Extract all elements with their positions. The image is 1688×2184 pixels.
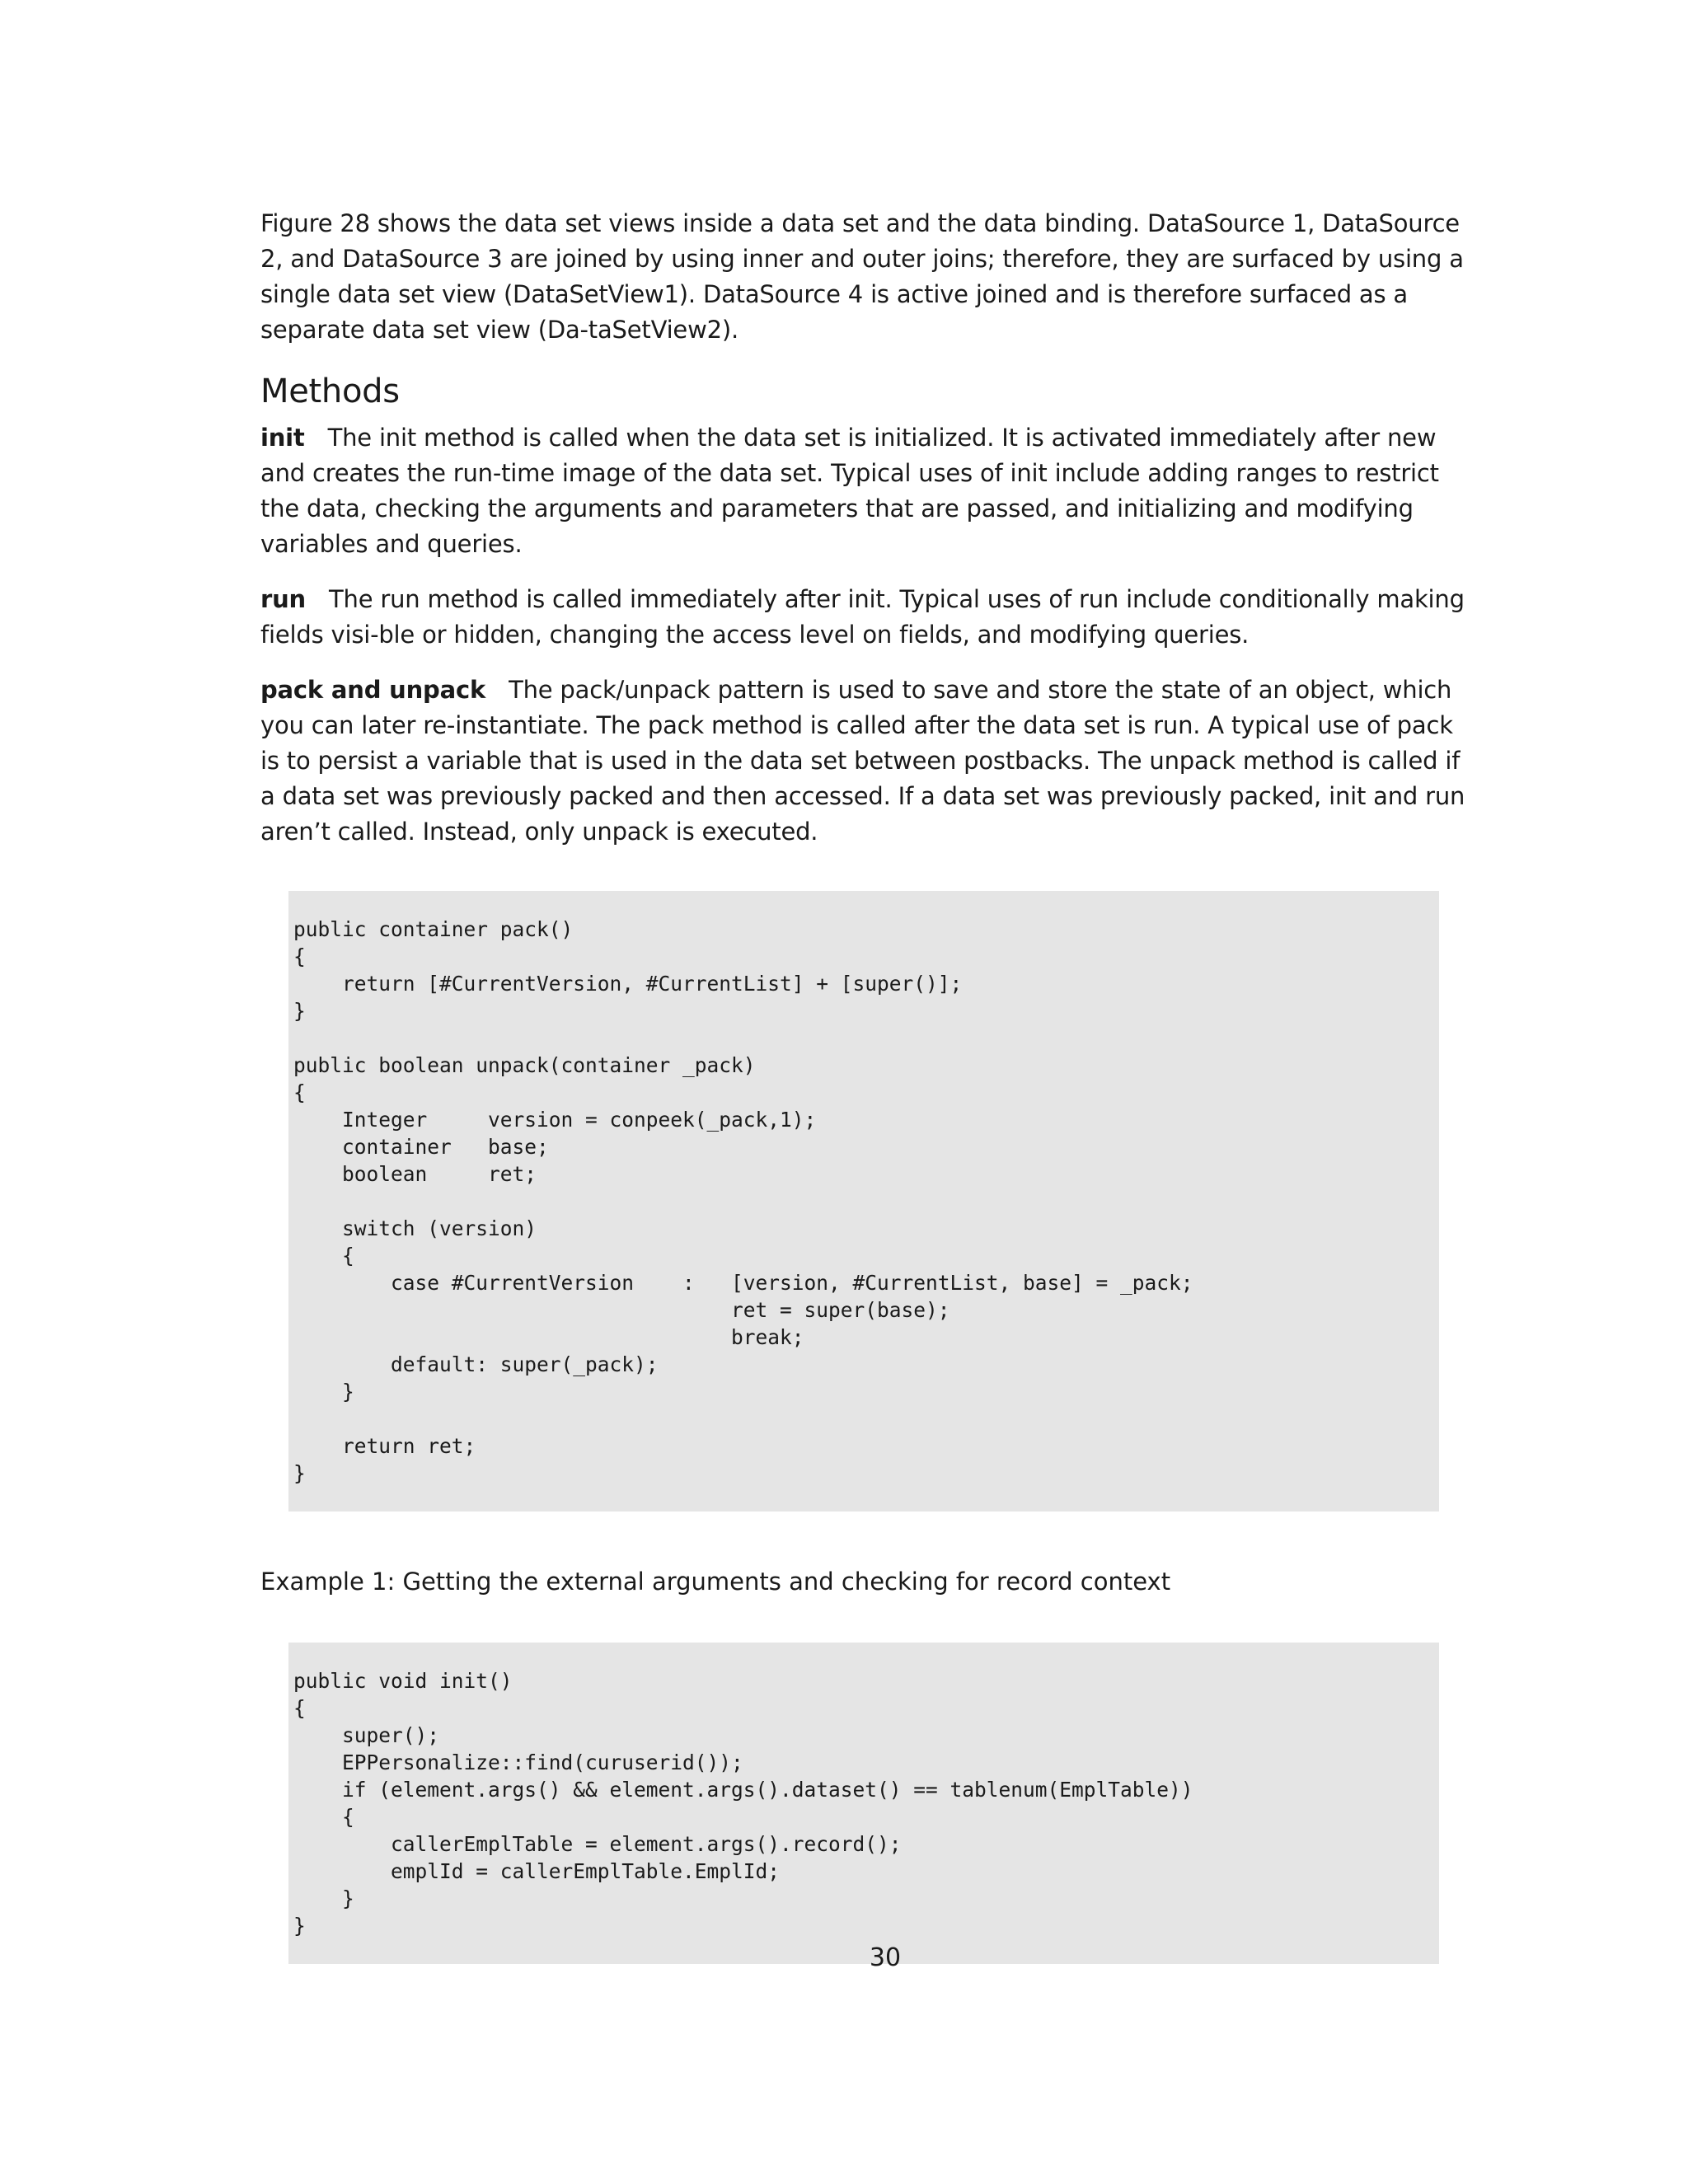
method-run-description: The run method is called immediately after init. Typical uses of run include conditionally making fields visi-ble or hidden, changing the access level on fields, and modifying queries.	[260, 585, 1465, 649]
method-init-description: The init method is called when the data set is initialized. It is activated immediately after new and creates the run-time image of the data set. Typical uses of init include adding ranges to restrict the data, checking the arguments and parameters that are passed, and initializing and modifying variables and queries.	[260, 424, 1439, 558]
method-pack-unpack-paragraph	[260, 673, 1475, 850]
method-init-paragraph	[260, 420, 1475, 562]
code-init-text: public void init() { super(); EPPersonalize::find(curuserid()); if (element.args() && element.args().dataset() == tablenum(EmplTable)) { callerEmplTable = element.args().record(); emplId = callerEmplTable.EmplId; } }	[293, 1669, 1193, 1938]
page-number: 30	[869, 1943, 902, 1972]
code-block-init	[288, 1643, 1439, 1964]
methods-heading: Methods	[260, 373, 400, 410]
intro-paragraph: Figure 28 shows the data set views inside a data set and the data binding. DataSource 1, DataSource 2, and DataSource 3 are joined by using inner and outer joins; therefore, they are surfaced by using a single data set view (DataSetView1). DataSource 4 is active joined and is therefore surfaced as a separate data set view (Da-taSetView2).	[260, 209, 1464, 344]
method-init-term: init	[260, 424, 305, 452]
document-page	[260, 206, 1475, 1964]
example-caption: Example 1: Getting the external arguments and checking for record context	[260, 1568, 1171, 1596]
method-pack-unpack-term: pack and unpack	[260, 676, 486, 704]
code-block-pack-unpack	[288, 891, 1439, 1511]
method-run-term: run	[260, 585, 306, 613]
method-run-paragraph	[260, 582, 1475, 653]
method-pack-unpack-description: The pack/unpack pattern is used to save and store the state of an object, which you can later re-instantiate. The pack method is called after the data set is run. A typical use of pack is to persist a variable that is used in the data set between postbacks. The unpack method is called if a data set was previously packed and then accessed. If a data set was previously packed, init and run aren’t called. Instead, only unpack is executed.	[260, 676, 1465, 846]
code-pack-unpack-text: public container pack() { return [#CurrentVersion, #CurrentList] + [super()]; } public boolean unpack(container _pack) { Integer version = conpeek(_pack,1); container base; boolean ret; switch (version) { case #CurrentVersion : [version, #CurrentList, base] = _pack; ret = super(base); break; default: super(_pack); } return ret; }	[293, 917, 1193, 1485]
